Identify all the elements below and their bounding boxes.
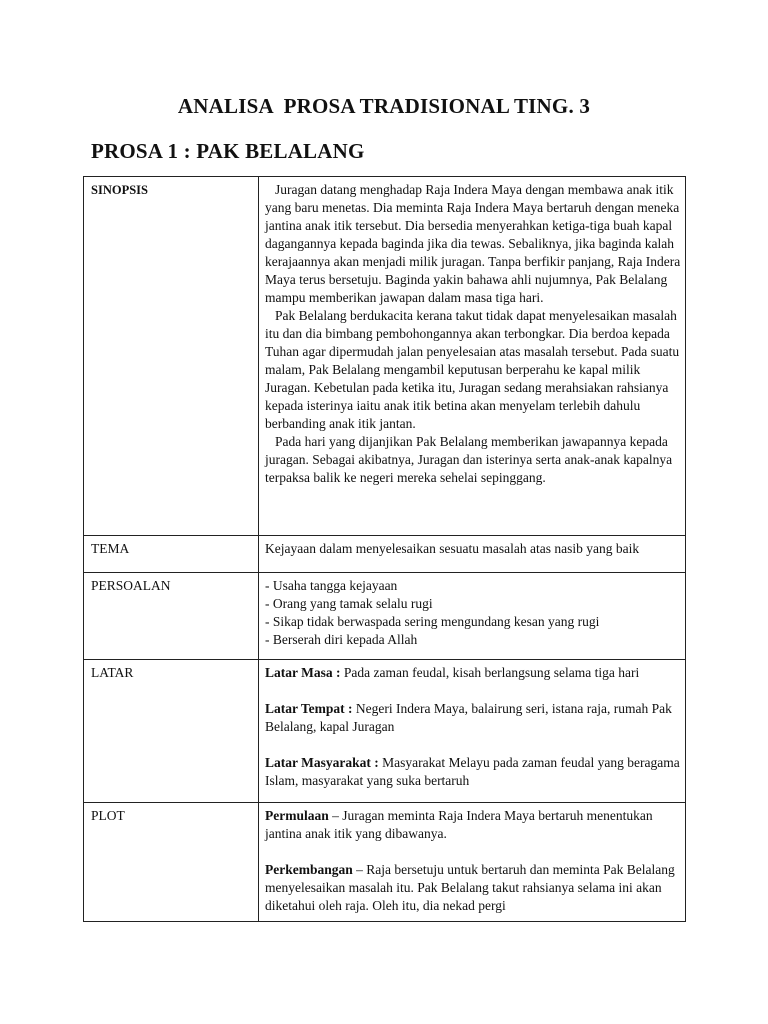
- latar-masa-text: Pada zaman feudal, kisah berlangsung selama tiga hari: [340, 665, 640, 680]
- plot-permulaan-label: Permulaan: [265, 808, 329, 823]
- row-label-tema: TEMA: [84, 536, 259, 573]
- table-row-sinopsis: [84, 177, 686, 536]
- sinopsis-paragraph: Pada hari yang dijanjikan Pak Belalang memberikan jawapannya kepada juragan. Sebagai akibatnya, Juragan dan isterinya serta anak-anak kapalnya terpaksa balik ke negeri mereka sehelai sepinggang.: [265, 434, 673, 485]
- latar-masyarakat-text: Masyarakat Melayu pada zaman feudal yang beragama Islam, masyarakat yang suka bertaruh: [265, 755, 680, 788]
- analysis-table: [83, 176, 686, 922]
- plot-permulaan: [265, 807, 681, 843]
- latar-masyarakat-label: Latar Masyarakat :: [265, 755, 379, 770]
- sinopsis-content: [259, 177, 686, 536]
- latar-tempat-text: Negeri Indera Maya, balairung seri, istana raja, rumah Pak Belalang, kapal Juragan: [265, 701, 672, 734]
- latar-masyarakat: [265, 754, 681, 790]
- latar-masa-label: Latar Masa :: [265, 665, 341, 680]
- persoalan-content: [259, 573, 686, 660]
- section-title: PROSA 1 : PAK BELALANG: [91, 139, 365, 163]
- latar-content: [259, 660, 686, 803]
- document-title: ANALISA PROSA TRADISIONAL TING. 3: [177, 94, 591, 118]
- plot-permulaan-text: – Juragan meminta Raja Indera Maya bertaruh menentukan jantina anak itik yang dibawanya.: [265, 808, 653, 841]
- table-row-latar: [84, 660, 686, 803]
- table-row-tema: [84, 536, 686, 573]
- plot-perkembangan: [265, 861, 681, 915]
- sinopsis-paragraph: Pak Belalang berdukacita kerana takut tidak dapat menyelesaikan masalah itu dan dia bimbang pembohongannya akan terbongkar. Dia berdoa kepada Tuhan agar dipermudah jalan penyelesaian atas masalah tersebut. Pada suatu malam, Pak Belalang mengambil keputusan berperahu ke kapal milik Juragan. Kebetulan pada ketika itu, Juragan sedang merahsiakan rahsianya kepada isterinya iaitu anak itik betina akan menyelam terlebih dahulu berbanding anak itik jantan.: [265, 308, 680, 431]
- table-row-persoalan: [84, 573, 686, 660]
- list-item: - Berserah diri kepada Allah: [265, 632, 418, 647]
- plot-perkembangan-label: Perkembangan: [265, 862, 353, 877]
- row-label-latar: LATAR: [84, 660, 259, 803]
- row-label-persoalan: PERSOALAN: [84, 573, 259, 660]
- row-label-sinopsis: SINOPSIS: [91, 183, 148, 197]
- row-label-cell: [84, 177, 259, 536]
- persoalan-list: [265, 577, 681, 649]
- latar-tempat: [265, 700, 681, 736]
- table-row-plot: [84, 803, 686, 922]
- tema-text: Kejayaan dalam menyelesaikan sesuatu masalah atas nasib yang baik: [259, 536, 686, 573]
- latar-masa: [265, 664, 681, 682]
- plot-perkembangan-text: – Raja bersetuju untuk bertaruh dan meminta Pak Belalang menyelesaikan masalah itu. Pak Belalang takut rahsianya selama ini akan diketahui oleh raja. Oleh itu, dia nekad pergi: [265, 862, 675, 913]
- sinopsis-paragraph: Juragan datang menghadap Raja Indera Maya dengan membawa anak itik yang baru menetas. Dia meminta Raja Indera Maya bertaruh dengan meneka jantina anak itik tersebut. Dia bersedia menyerahkan ketiga-tiga buah kapal dagangannya kepada baginda jika dia tewas. Sebaliknya, jika baginda kalah kerajaannya akan menjadi milik juragan. Tanpa berfikir panjang, Raja Indera Maya terus bersetuju. Baginda yakin bahawa ahli nujumnya, Pak Belalang mampu memberikan jawapan dalam masa tiga hari.: [265, 182, 681, 305]
- list-item: - Orang yang tamak selalu rugi: [265, 596, 433, 611]
- row-label-plot: PLOT: [84, 803, 259, 922]
- plot-content: [259, 803, 686, 922]
- latar-tempat-label: Latar Tempat :: [265, 701, 353, 716]
- list-item: - Sikap tidak berwaspada sering mengundang kesan yang rugi: [265, 614, 600, 629]
- list-item: - Usaha tangga kejayaan: [265, 578, 398, 593]
